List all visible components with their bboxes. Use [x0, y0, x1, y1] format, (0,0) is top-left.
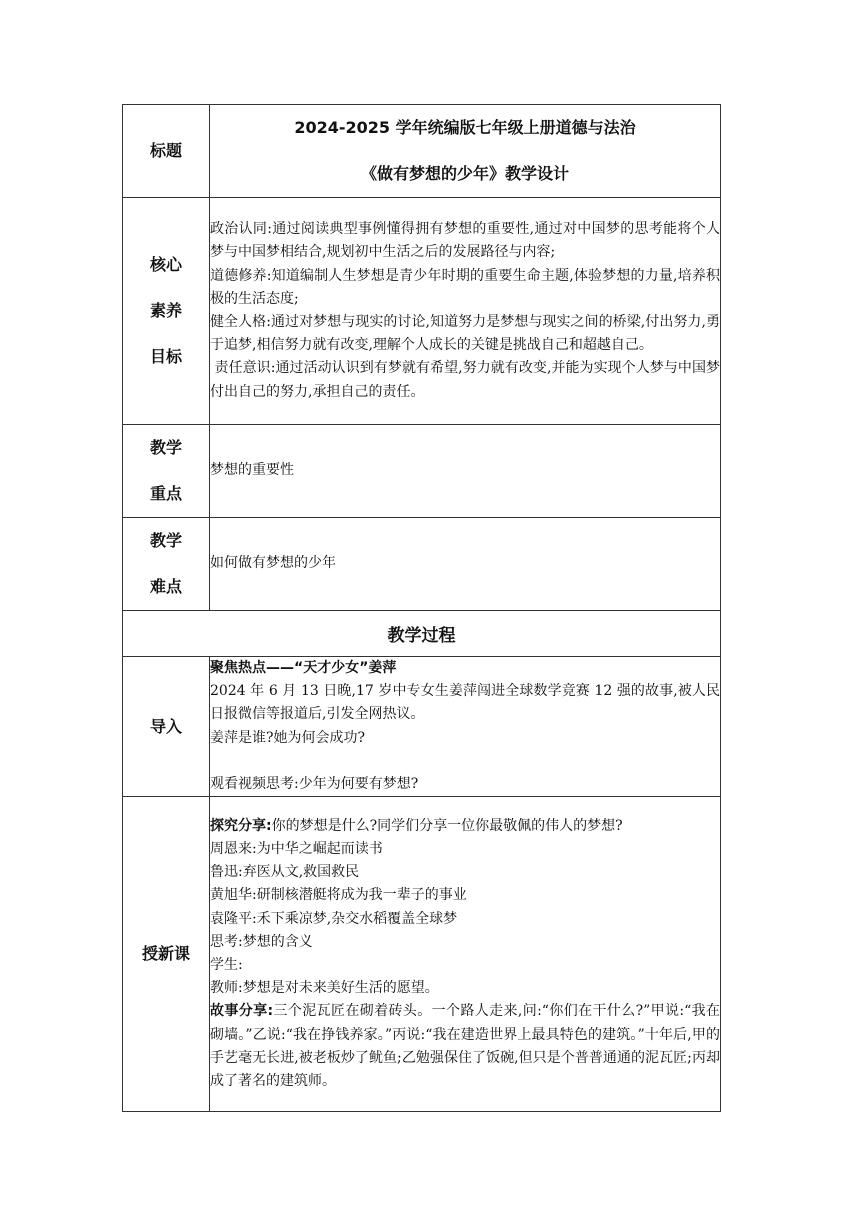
new-lesson-row — [123, 797, 721, 1112]
lesson-line: 学生: — [210, 957, 243, 974]
key-point-row — [123, 425, 721, 518]
core-label-line: 目标 — [149, 347, 182, 366]
core-paragraph-responsibility: 责任意识:通过活动认识到有梦就有希望,努力就有改变,并能为实现个人梦与中国梦付出自己的努力,承担自己的责任。 — [210, 360, 721, 400]
lesson-line: 教师:梦想是对未来美好生活的愿望。 — [210, 980, 439, 997]
lesson-title — [210, 105, 721, 198]
story-paragraph — [210, 1000, 720, 1093]
core-paragraph-political: 政治认同:通过阅读典型事例懂得拥有梦想的重要性,通过对中国梦的思考能将个人梦与中国梦相结合,规划初中生活之后的发展路径与内容; — [210, 221, 720, 261]
intro-line: 2024 年 6 月 13 日晚,17 岁中专女生姜萍闯进全球数学竞赛 12 强的故事,被人民日报微信等报道后,引发全网热议。 — [210, 683, 720, 723]
intro-heading: 聚焦热点——“天才少女”姜萍 — [210, 660, 397, 676]
lesson-title-line2: 《做有梦想的少年》教学设计 — [360, 164, 569, 183]
new-lesson-content — [210, 797, 721, 1112]
intro-blank-line — [210, 750, 720, 773]
lesson-title-line1: 2024-2025 学年统编版七年级上册道德与法治 — [294, 118, 636, 137]
explore-heading: 探究分享: — [210, 817, 272, 834]
title-label: 标题 — [123, 105, 210, 198]
story-text: 三个泥瓦匠在砌着砖头。一个路人走来,问:“你们在干什么?”甲说:“我在砌墙。”乙说:“我在挣钱养家。”丙说:“我在建造世界上最具特色的建筑。”十年后,甲的手艺毫无长进,被老板炒了鱿鱼;乙勉强保住了饭碗,但只是个普普通通的泥瓦匠;丙却成了著名的建筑师。 — [210, 1003, 720, 1090]
core-paragraph-personality: 健全人格:通过对梦想与现实的讨论,知道努力是梦想与现实之间的桥梁,付出努力,勇于追梦,相信努力就有改变,理解个人成长的关键是挑战自己和超越自己。 — [210, 314, 720, 354]
core-literacy-label — [123, 198, 210, 425]
key-point-label-line: 重点 — [149, 484, 182, 503]
lesson-plan-table — [122, 104, 721, 1112]
process-heading-row — [123, 611, 721, 657]
core-literacy-row — [123, 198, 721, 425]
difficulty-row — [123, 518, 721, 611]
core-paragraph-moral: 道德修养:知道编制人生梦想是青少年时期的重要生命主题,体验梦想的力量,培养积极的生活态度; — [210, 267, 720, 307]
lesson-line: 鲁迅:弃医从文,救国救民 — [210, 864, 360, 881]
core-label-line: 核心 — [149, 255, 182, 274]
core-literacy-content — [210, 198, 721, 425]
lesson-line: 黄旭华:研制核潜艇将成为我一辈子的事业 — [210, 887, 467, 904]
difficulty-label-line: 教学 — [149, 531, 182, 550]
lesson-line: 袁隆平:禾下乘凉梦,杂交水稻覆盖全球梦 — [210, 910, 458, 927]
explore-text: 你的梦想是什么?同学们分享一位你最敬佩的伟人的梦想? — [271, 817, 623, 834]
lesson-line: 周恩来:为中华之崛起而读书 — [210, 841, 383, 857]
difficulty-text: 如何做有梦想的少年 — [210, 518, 721, 611]
key-point-label-line: 教学 — [149, 438, 182, 457]
explore-paragraph — [210, 815, 720, 838]
new-lesson-label: 授新课 — [123, 797, 210, 1112]
lesson-line: 思考:梦想的含义 — [210, 933, 313, 950]
intro-line: 姜萍是谁?她为何会成功? — [210, 729, 366, 746]
difficulty-label-line: 难点 — [149, 577, 182, 596]
story-heading: 故事分享: — [210, 1003, 274, 1020]
process-heading: 教学过程 — [123, 611, 721, 657]
intro-line: 观看视频思考:少年为何要有梦想? — [210, 775, 419, 792]
title-row — [123, 105, 721, 198]
intro-content — [210, 657, 721, 797]
key-point-text: 梦想的重要性 — [210, 425, 721, 518]
intro-label: 导入 — [123, 657, 210, 797]
key-point-label — [123, 425, 210, 518]
core-label-line: 素养 — [149, 301, 182, 320]
difficulty-label — [123, 518, 210, 611]
intro-row — [123, 657, 721, 797]
